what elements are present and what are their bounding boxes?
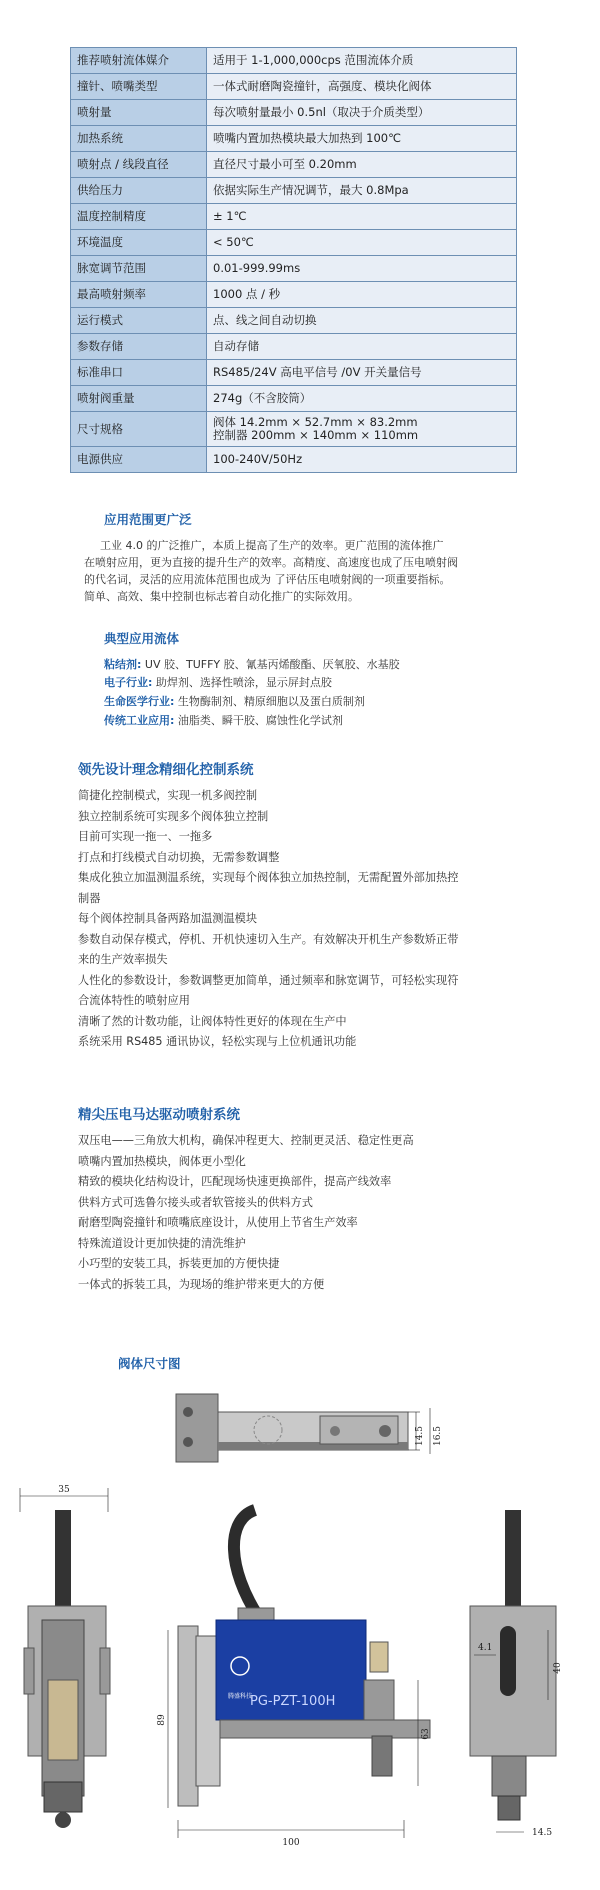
- spec-value-line: RS485/24V 高电平信号 /0V 开关量信号: [213, 365, 422, 379]
- spec-table: [70, 47, 517, 473]
- spec-value: [207, 282, 517, 308]
- dim-side-h: 40: [553, 1662, 563, 1674]
- spec-value-line: 0.01-999.99ms: [213, 261, 301, 275]
- side-view-slot: [500, 1626, 516, 1696]
- design-line: 独立控制系统可实现多个阀体独立控制: [78, 809, 269, 823]
- spec-row: [71, 360, 517, 386]
- spec-value-line: 喷嘴内置加热模块最大加热到 100℃: [213, 131, 402, 145]
- piezo-title: 精尖压电马达驱动喷射系统: [78, 1107, 240, 1123]
- valve-dimension-drawing: [0, 1380, 600, 1870]
- front-view-connector: [238, 1608, 274, 1620]
- typical-row-text: 生物酶制剂、精原细胞以及蛋白质制剂: [174, 695, 365, 708]
- spec-row: [71, 204, 517, 230]
- side-view-cable: [505, 1510, 521, 1620]
- design-line: 每个阀体控制具备两路加温测温模块: [78, 912, 258, 925]
- spec-row: [71, 412, 517, 447]
- spec-key: 脉宽调节范围: [71, 256, 207, 282]
- spec-value: [207, 126, 517, 152]
- spec-key: 电源供应: [71, 447, 207, 473]
- top-view-screw-icon: [379, 1425, 391, 1437]
- design-line: 合流体特性的喷射应用: [78, 994, 190, 1007]
- spec-key: 喷射点 / 线段直径: [71, 152, 207, 178]
- spec-value: [207, 48, 517, 74]
- spec-value: [207, 447, 517, 473]
- spec-value-line: 自动存储: [213, 339, 259, 353]
- typical-row-medical: [104, 695, 365, 709]
- side-view-nozzle: [498, 1796, 520, 1820]
- design-list: [78, 786, 533, 1053]
- spec-value: [207, 204, 517, 230]
- dimension-title: 阀体尺寸图: [118, 1356, 181, 1371]
- spec-value-line: 直径尺寸最小可至 0.20mm: [213, 157, 357, 171]
- spec-key: 撞针、喷嘴类型: [71, 74, 207, 100]
- design-line: 简捷化控制模式，实现一机多阀控制: [78, 789, 258, 802]
- spec-row: [71, 126, 517, 152]
- spec-value: [207, 412, 517, 447]
- spec-row: [71, 100, 517, 126]
- piezo-line: 特殊流道设计更加快捷的清洗维护: [78, 1236, 246, 1250]
- application-title: 应用范围更广泛: [104, 512, 192, 527]
- application-line: 工业 4.0 的广泛推广，本质上提高了生产的效率。更广范围的流体推广: [100, 539, 444, 552]
- spec-row: [71, 230, 517, 256]
- design-title: 领先设计理念精细化控制系统: [78, 762, 254, 778]
- typical-row-label: 粘结剂:: [104, 658, 142, 671]
- spec-value: [207, 334, 517, 360]
- piezo-line: 耐磨型陶瓷撞针和喷嘴底座设计，从使用上节省生产效率: [78, 1216, 358, 1229]
- spec-value: [207, 360, 517, 386]
- piezo-line: 供料方式可选鲁尔接头或者软管接头的供料方式: [78, 1195, 313, 1209]
- spec-table-body: [71, 48, 517, 473]
- typical-row-label: 生命医学行业:: [104, 695, 175, 708]
- design-line: 制器: [78, 891, 101, 905]
- spec-value-line: ± 1℃: [213, 209, 247, 223]
- design-line: 清晰了然的计数功能，让阀体特性更好的体现在生产中: [78, 1014, 347, 1028]
- left-view-spring: [48, 1680, 78, 1760]
- spec-value: [207, 256, 517, 282]
- top-view: [176, 1394, 443, 1462]
- spec-value-line: < 50℃: [213, 235, 254, 249]
- dim-left-w: 35: [58, 1485, 70, 1495]
- spec-value: [207, 386, 517, 412]
- typical-row-adhesive: [104, 658, 400, 672]
- design-line: 集成化独立加温测温系统，实现每个阀体独立加热控制，无需配置外部加热控: [78, 871, 459, 884]
- application-line: 的代名词，灵活的应用流体范围也成为 了评估压电喷射阀的一项重要指标。: [84, 573, 451, 586]
- spec-row: [71, 334, 517, 360]
- spec-key: 喷射量: [71, 100, 207, 126]
- spec-key: 运行模式: [71, 308, 207, 334]
- front-view-brand: 腾盛科技: [228, 1693, 253, 1700]
- front-view-plate: [178, 1626, 198, 1806]
- spec-value: [207, 152, 517, 178]
- spec-value: [207, 74, 517, 100]
- front-view-nozzle: [372, 1736, 392, 1776]
- typical-row-text: 助焊剂、选择性喷涂，显示屏封点胶: [152, 676, 332, 689]
- spec-row: [71, 74, 517, 100]
- dim-top-h1: 14.5: [415, 1425, 425, 1447]
- typical-row-label: 电子行业:: [104, 676, 153, 689]
- piezo-line: 小巧型的安装工具，拆装更加的方便快捷: [78, 1257, 280, 1270]
- front-view-spring: [370, 1642, 388, 1672]
- spec-value-line: 依据实际生产情况调节，最大 0.8Mpa: [213, 183, 409, 197]
- spec-key: 喷射阀重量: [71, 386, 207, 412]
- typical-title: 典型应用流体: [104, 631, 180, 646]
- dim-top-h2: 16.5: [433, 1425, 443, 1447]
- spec-value-line: 一体式耐磨陶瓷撞针，高强度、模块化阀体: [213, 79, 432, 93]
- dim-front-h2: 63: [421, 1728, 431, 1740]
- piezo-line: 一体式的拆装工具，为现场的维护带来更大的方便: [78, 1277, 325, 1291]
- top-view-block: [176, 1394, 218, 1462]
- front-view-cable: [234, 1510, 258, 1616]
- front-view-base: [220, 1720, 430, 1738]
- typical-row-electronics: [104, 676, 332, 690]
- spec-key: 温度控制精度: [71, 204, 207, 230]
- design-line: 参数自动保存模式，停机、开机快速切入生产。有效解决开机生产参数矫正带: [78, 932, 459, 946]
- spec-key: 加热系统: [71, 126, 207, 152]
- spec-value-line: 100-240V/50Hz: [213, 452, 303, 466]
- left-view: [20, 1485, 110, 1828]
- spec-row: [71, 308, 517, 334]
- typical-row-industrial: [104, 714, 343, 728]
- design-line: 来的生产效率损失: [78, 953, 168, 966]
- dim-side-d: 4.1: [478, 1643, 493, 1653]
- spec-value-line: 1000 点 / 秒: [213, 287, 281, 301]
- spec-value: [207, 230, 517, 256]
- front-view-model: PG-PZT-100H: [250, 1694, 336, 1709]
- dim-side-w: 14.5: [532, 1828, 553, 1838]
- spec-value-line: 点、线之间自动切换: [213, 313, 317, 327]
- spec-key: 环境温度: [71, 230, 207, 256]
- spec-value: [207, 308, 517, 334]
- design-line: 目前可实现一拖一、一拖多: [78, 830, 213, 843]
- spec-row: [71, 178, 517, 204]
- typical-row-text: UV 胶、TUFFY 胶、氰基丙烯酸酯、厌氧胶、水基胶: [141, 658, 400, 671]
- spec-value-line: 每次喷射量最小 0.5nl（取决于介质类型）: [213, 105, 430, 119]
- typical-row-text: 油脂类、瞬干胶、腐蚀性化学试剂: [174, 714, 343, 727]
- spec-key: 参数存储: [71, 334, 207, 360]
- spec-row: [71, 152, 517, 178]
- application-line: 简单、高效、集中控制也标志着自动化推广的实际效用。: [84, 590, 359, 603]
- spec-value-line: 274g（不含胶筒）: [213, 391, 312, 405]
- top-view-hole-icon: [183, 1407, 193, 1417]
- left-view-cable: [55, 1510, 71, 1620]
- top-view-screw-icon: [330, 1426, 340, 1436]
- spec-key: 标准串口: [71, 360, 207, 386]
- spec-row: [71, 386, 517, 412]
- spec-value: [207, 100, 517, 126]
- spec-key: 尺寸规格: [71, 412, 207, 447]
- design-line: 人性化的参数设计，参数调整更加简单，通过频率和脉宽调节，可轻松实现符: [78, 973, 459, 987]
- spec-row: [71, 282, 517, 308]
- left-view-nozzle-icon: [55, 1812, 71, 1828]
- spec-value: [207, 178, 517, 204]
- typical-row-label: 传统工业应用:: [104, 714, 175, 727]
- spec-row: [71, 447, 517, 473]
- front-view: [157, 1510, 431, 1848]
- spec-key: 供给压力: [71, 178, 207, 204]
- design-line: 系统采用 RS485 通讯协议，轻松实现与上位机通讯功能: [78, 1035, 357, 1048]
- dim-front-w: 100: [282, 1838, 300, 1848]
- design-line: 打点和打线模式自动切换，无需参数调整: [78, 850, 280, 864]
- top-view-hole-icon: [183, 1437, 193, 1447]
- spec-key: 最高喷射频率: [71, 282, 207, 308]
- spec-value-line: 阀体 14.2mm × 52.7mm × 83.2mm: [213, 415, 418, 429]
- side-view: [470, 1510, 563, 1838]
- application-line: 在喷射应用，更为直接的提升生产的效率。高精度、高速度也成了压电喷射阀: [84, 556, 458, 569]
- piezo-line: 喷嘴内置加热模块，阀体更小型化: [78, 1154, 246, 1168]
- spec-key: 推荐喷射流体媒介: [71, 48, 207, 74]
- piezo-line: 精致的模块化结构设计，匹配现场快速更换部件，提高产线效率: [78, 1175, 392, 1188]
- spec-row: [71, 48, 517, 74]
- application-paragraph: [84, 537, 534, 605]
- spec-row: [71, 256, 517, 282]
- spec-value-line: 适用于 1-1,000,000cps 范围流体介质: [213, 53, 414, 67]
- dim-front-h1: 89: [157, 1714, 167, 1726]
- spec-value-line: 控制器 200mm × 140mm × 110mm: [213, 428, 419, 442]
- piezo-list: [78, 1131, 533, 1295]
- piezo-line: 双压电——三角放大机构，确保冲程更大、控制更灵活、稳定性更高: [78, 1134, 414, 1147]
